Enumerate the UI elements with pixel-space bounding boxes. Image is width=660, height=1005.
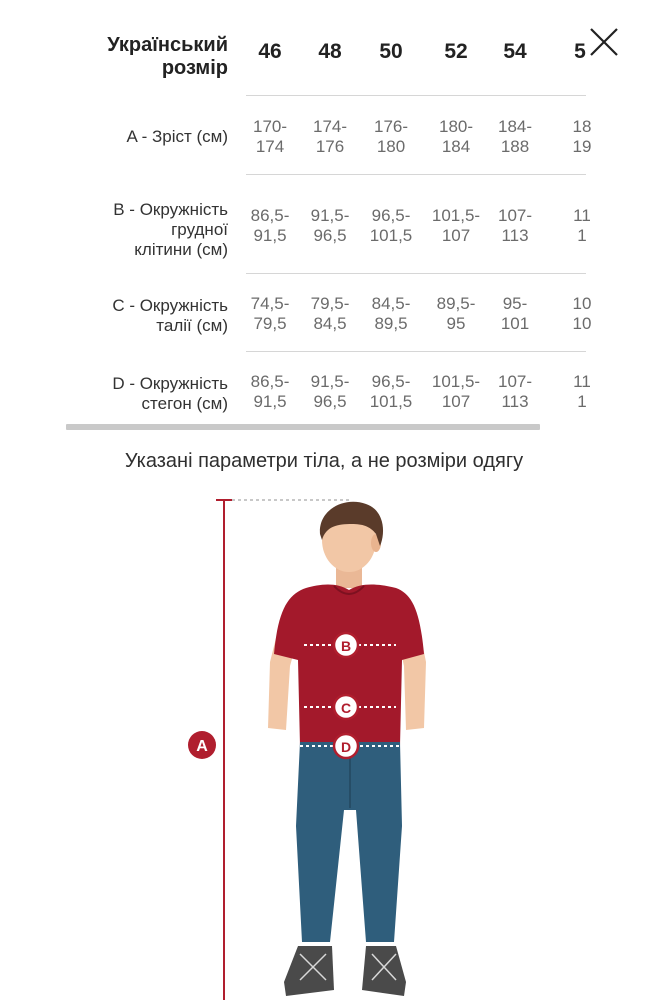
table-cell [363, 117, 419, 157]
table-cell [554, 206, 610, 246]
cell-line: 101 [500, 314, 530, 333]
row-label [0, 296, 228, 336]
row-divider [246, 174, 586, 175]
cell-line: 86,5- [250, 372, 290, 391]
table-cell [554, 294, 610, 334]
table-cell [487, 117, 543, 157]
cell-line: 79,5 [253, 314, 287, 333]
cell-line: 176- [373, 117, 409, 136]
row-label-line: C - Окружність [112, 296, 228, 315]
cell-line: 113 [501, 226, 529, 245]
cell-line: 18 [572, 117, 592, 136]
cell-line: 10 [572, 314, 592, 333]
cell-line: 170- [252, 117, 288, 136]
header-label [0, 34, 228, 80]
cell-line: 10 [572, 294, 592, 313]
cell-line: 101,5 [369, 392, 413, 411]
cell-line: 101,5- [431, 372, 481, 391]
cell-line: 74,5- [250, 294, 290, 313]
size-column-header: 50 [379, 40, 403, 63]
marker-a [188, 731, 216, 759]
cell-line: 96,5 [313, 226, 347, 245]
cell-line: 174 [255, 137, 285, 156]
cell-line: 1 [577, 226, 587, 245]
table-cell [428, 117, 484, 157]
row-label-line: B - Окружність [113, 200, 228, 219]
size-column-header: 54 [503, 40, 527, 63]
cell-line: 19 [572, 137, 592, 156]
table-cell [428, 206, 484, 246]
table-cell [242, 372, 298, 412]
cell-line: 91,5 [253, 392, 287, 411]
table-cell [242, 206, 298, 246]
table-cell [363, 294, 419, 334]
cell-line: 184 [441, 137, 471, 156]
row-label [0, 127, 228, 147]
table-cell [363, 372, 419, 412]
man-illustration [0, 490, 648, 1000]
table-cell [487, 206, 543, 246]
cell-line: 91,5- [310, 372, 350, 391]
marker-c [334, 695, 358, 719]
cell-line: 188 [500, 137, 530, 156]
cell-line: 91,5- [310, 206, 350, 225]
svg-text:B: B [340, 638, 352, 654]
cell-line: 113 [501, 392, 529, 411]
table-cell [302, 372, 358, 412]
cell-line: 11 [573, 206, 591, 225]
row-label-line: стегон (см) [141, 394, 228, 413]
cell-line: 89,5- [436, 294, 476, 313]
cell-line: 1 [577, 392, 587, 411]
header-label-line: розмір [161, 57, 228, 79]
table-cell [302, 117, 358, 157]
table-cell [428, 372, 484, 412]
cell-line: 176 [315, 137, 345, 156]
row-label [0, 374, 228, 414]
cell-line: 84,5- [371, 294, 411, 313]
cell-line: 84,5 [313, 314, 347, 333]
row-label-line: клітини (см) [134, 240, 228, 259]
cell-line: 79,5- [310, 294, 350, 313]
size-column-header: 48 [318, 40, 342, 63]
cell-line: 11 [573, 372, 591, 391]
row-divider [246, 351, 586, 352]
cell-line: 101,5 [369, 226, 413, 245]
size-column-header: 5 [574, 40, 586, 63]
cell-line: 101,5- [431, 206, 481, 225]
cell-line: 86,5- [250, 206, 290, 225]
table-cell [554, 117, 610, 157]
marker-d [334, 734, 358, 758]
cell-line: 107 [441, 392, 471, 411]
svg-text:D: D [340, 739, 352, 755]
row-label-line: грудної [171, 220, 228, 239]
table-cell [487, 294, 543, 334]
cell-line: 96,5 [313, 392, 347, 411]
row-label [0, 200, 228, 260]
cell-line: 95 [446, 314, 466, 333]
row-label-line: D - Окружність [112, 374, 228, 393]
table-cell [363, 206, 419, 246]
table-cell [242, 294, 298, 334]
cell-line: 91,5 [253, 226, 287, 245]
size-table[interactable] [0, 28, 592, 428]
horizontal-scrollbar[interactable] [66, 424, 540, 430]
svg-text:C: C [340, 700, 352, 716]
cell-line: 107- [497, 372, 533, 391]
table-cell [487, 372, 543, 412]
table-cell [242, 117, 298, 157]
body-params-note: Указані параметри тіла, а не розміри одягу [124, 450, 524, 472]
body-measurement-figure [0, 490, 648, 1000]
cell-line: 96,5- [371, 372, 411, 391]
cell-line: 107- [497, 206, 533, 225]
cell-line: 95- [502, 294, 528, 313]
table-cell [428, 294, 484, 334]
cell-line: 89,5 [374, 314, 408, 333]
cell-line: 180- [438, 117, 474, 136]
row-label-line: A - Зріст (см) [126, 127, 228, 146]
cell-line: 184- [497, 117, 533, 136]
row-divider [246, 95, 586, 96]
table-cell [302, 206, 358, 246]
table-cell [554, 372, 610, 412]
size-column-header: 46 [258, 40, 282, 63]
row-divider [246, 273, 586, 274]
header-label-line: Український [107, 34, 228, 56]
table-cell [302, 294, 358, 334]
cell-line: 107 [441, 226, 471, 245]
row-label-line: талії (см) [156, 316, 228, 335]
cell-line: 180 [376, 137, 406, 156]
cell-line: 174- [312, 117, 348, 136]
cell-line: 96,5- [371, 206, 411, 225]
size-column-header: 52 [444, 40, 468, 63]
marker-b [334, 633, 358, 657]
svg-text:A: A [196, 738, 208, 755]
